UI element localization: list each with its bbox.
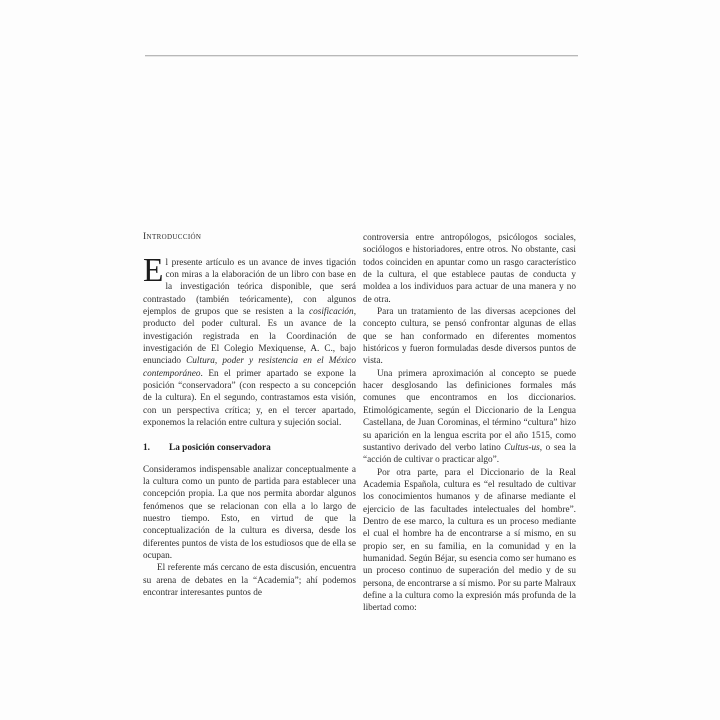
subsection-number: 1. <box>143 443 150 454</box>
intro-paragraph-1 <box>143 251 357 430</box>
subsection-heading <box>143 443 356 454</box>
two-column-body <box>143 232 577 615</box>
right-paragraph-3: Una primera aproximación al concepto se puede hacer desglosando las definiciones formales más comunes que encontramos en los diccionarios. Etimológicamente, según el Diccionario de la Lengua Castellana, de Juan Corominas, el término “cultura” hizo su aparición en la lengua escrita por el año 1515, como sustantivo derivado del verbo latino Cultus-us, o sea la “acción de cultivar o practicar algo”. <box>363 368 576 466</box>
right-paragraph-2: Para un tratamiento de las diversas acepciones del concepto cultura, se pensó confrontar algunas de ellas que se han conformado en diferentes momentos históricos y fueron formuladas desde diversos puntos de vista. <box>363 307 576 367</box>
subsection-paragraph-2: El referente más cercano de esta discusión, encuentra su arena de debates en la “Academia”; ahí podemos encontrar interesantes puntos de <box>143 563 356 598</box>
left-column <box>143 232 356 615</box>
right-column <box>363 232 576 615</box>
right-paragraph-4: Por otra parte, para el Diccionario de la Real Academia Española, cultura es “el resultado de cultivar los conocimientos humanos y de afinarse mediante el ejercicio de las facultades intelectuales del hombre”. Dentro de ese marco, la cultura es un proceso mediante el cual el hombre ha de encontrarse a sí mismo, en su propio ser, en su familia, en la comunidad y en la humanidad. Según Béjar, su esencia como ser humano es un proceso continuo de superación del medio y de su persona, de encontrarse a sí mismo. Por su parte Malraux define a la cultura como la expresión más profunda de la libertad como: <box>363 467 576 614</box>
intro-paragraph-1-text: El presente artículo es un avance de inves tigación con miras a la elaboración de un libro con base en la investigación teórica disponible, que será contrastado (también teóricamente), con algunos ejemplos de grupos que se resisten a la cosificación, producto del poder cultural. Es un avance de la investigación registrada en la Coordinación de investigación de El Colegio Mexiquense, A. C., bajo enunciado Cultura, poder y resistencia en el México contemporáneo. En el primer apartado se expone la posición “conservadora” (con respecto a su concepción de la cultura). En el segundo, contrastamos esta visión, con un perspectiva crítica; y, en el tercer apartado, exponemos la relación entre cultura y sujeción social. <box>143 251 357 429</box>
section-heading-introduccion: Introducción <box>143 231 202 242</box>
subsection-title: La posición conservadora <box>169 443 271 454</box>
right-paragraph-1: controversia entre antropólogos, psicólogos sociales, sociólogos e historiadores, entre otros. No obstante, casi todos coinciden en apuntar como un rasgo característico de la cultura, el que establece pautas de conducta y moldea a los individuos para actuar de una manera y no de otra. <box>363 233 576 305</box>
header-rule <box>145 55 578 56</box>
subsection-paragraph-1: Consideramos indispensable analizar conceptualmente a la cultura como un punto de partida para establecer una concepción propia. La que nos permita abordar algunos fenómenos que se relacionan con ella a lo largo de nuestro tiempo. Esto, en virtud de que la conceptualización de la cultura es diversa, desde los diferentes puntos de vista de los estudiosos que de ella se ocupan. <box>143 464 356 561</box>
